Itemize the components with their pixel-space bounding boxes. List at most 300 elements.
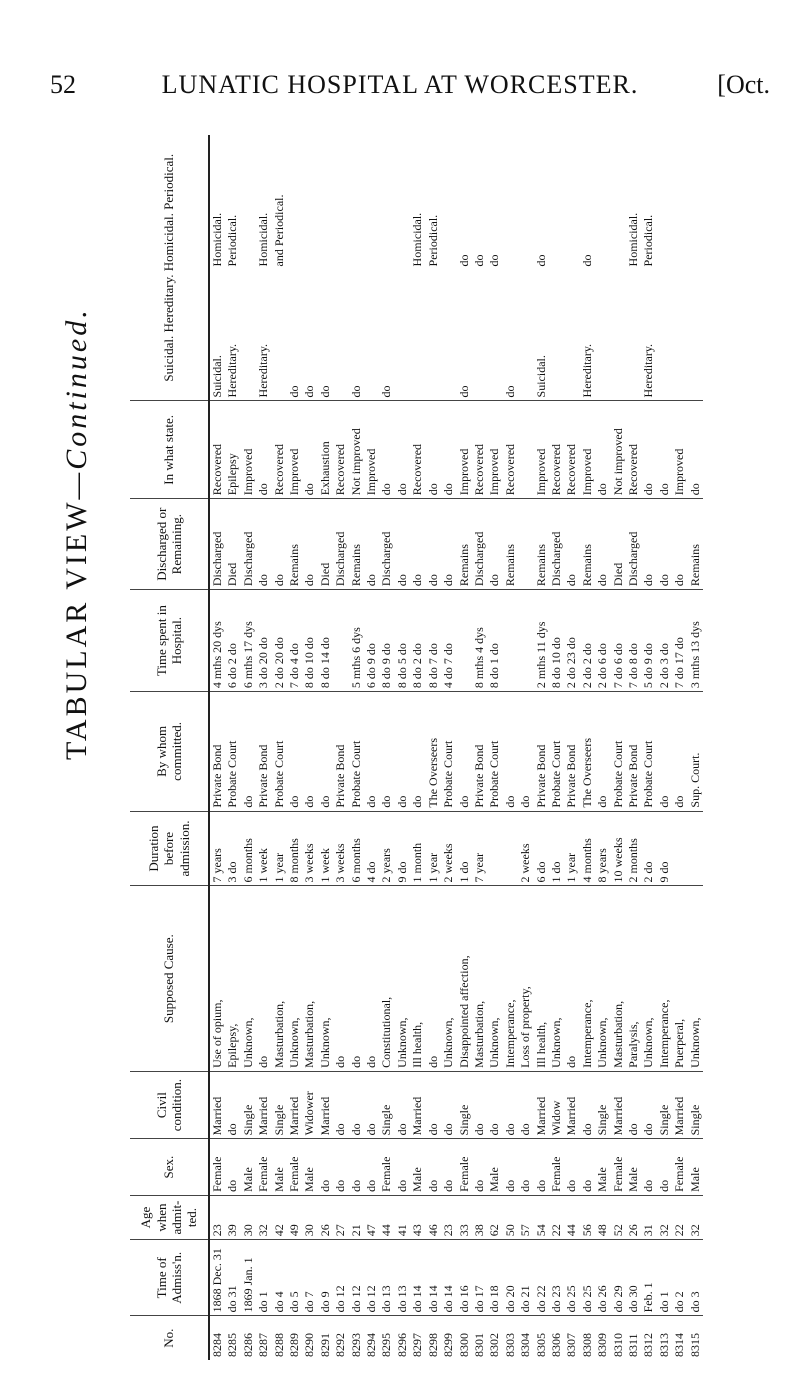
cell-comm: Private Bond <box>626 692 641 811</box>
cell-form <box>333 135 348 401</box>
form-of-insanity: do <box>487 254 502 267</box>
cell-cause: Paralysis, <box>626 886 641 1071</box>
column-header: Suicidal. Hereditary. Homicidal. Periodical. <box>130 135 209 401</box>
cell-cause: Constitutional, <box>379 886 394 1071</box>
form-of-insanity: do <box>317 385 332 398</box>
cell-dis: Died <box>225 499 240 590</box>
table-body <box>209 135 703 1360</box>
cell-age: 49 <box>287 1195 302 1239</box>
cell-no: 8294 <box>364 1316 379 1360</box>
cell-sex: do <box>225 1139 240 1195</box>
cell-form <box>209 135 225 401</box>
cell-time: 8 do 1 do <box>487 590 502 692</box>
cell-cause: Unknown, <box>641 886 656 1071</box>
cell-time: 6 do 2 do <box>225 590 240 692</box>
table-row <box>580 135 595 1360</box>
cell-time <box>503 590 518 692</box>
cell-no: 8310 <box>611 1316 626 1360</box>
cell-comm: Private Bond <box>472 692 487 811</box>
cell-adm: do 3 <box>688 1240 703 1316</box>
cell-no: 8285 <box>225 1316 240 1360</box>
cell-dis: Remains <box>349 499 364 590</box>
table-row <box>410 135 425 1360</box>
cell-dis: do <box>410 499 425 590</box>
cell-cause: Unknown, <box>595 886 610 1071</box>
cell-dis: do <box>441 499 456 590</box>
form-of-insanity: do <box>502 385 517 398</box>
form-of-insanity <box>379 141 394 272</box>
cell-cause: Masturbation, <box>611 886 626 1071</box>
cell-sex: do <box>441 1139 456 1195</box>
cell-sex: do <box>580 1139 595 1195</box>
cell-civ: Married <box>318 1071 333 1139</box>
running-title: LUNATIC HOSPITAL AT WORCESTER. <box>161 70 639 99</box>
form-of-insanity: and Periodical. <box>271 194 286 267</box>
cell-dur: 4 months <box>580 811 595 886</box>
cell-civ: Married <box>564 1071 579 1139</box>
table-row <box>657 135 672 1360</box>
form-of-insanity: Periodical. <box>225 214 240 267</box>
cell-adm: do 31 <box>225 1240 240 1316</box>
cell-adm: do 1 <box>256 1240 271 1316</box>
cell-time: 7 do 8 do <box>626 590 641 692</box>
cell-state <box>518 401 533 499</box>
cell-civ: do <box>626 1071 641 1139</box>
side-title-main: TABULAR VIEW <box>60 499 93 760</box>
table-row <box>688 135 703 1360</box>
cell-sex: Female <box>379 1139 394 1195</box>
cell-dur <box>672 811 687 886</box>
cell-form <box>487 135 502 401</box>
cell-civ: Married <box>209 1071 225 1139</box>
cell-dis: Discharged <box>209 499 225 590</box>
cell-form <box>410 135 425 401</box>
cell-dis: Remains <box>580 499 595 590</box>
cell-dur: 1 week <box>318 811 333 886</box>
form-of-insanity <box>626 272 641 397</box>
cell-dur: 1 year <box>564 811 579 886</box>
column-header: Age when admit-ted. <box>130 1195 209 1239</box>
cell-comm: do <box>379 692 394 811</box>
cell-cause: Unknown, <box>549 886 564 1071</box>
cell-dur: 1 year <box>426 811 441 886</box>
cell-time: 8 do 2 do <box>410 590 425 692</box>
cell-age: 44 <box>379 1195 394 1239</box>
cell-dis: do <box>657 499 672 590</box>
cell-dur: 8 months <box>287 811 302 886</box>
cell-time: 2 do 3 do <box>657 590 672 692</box>
cell-sex: Male <box>595 1139 610 1195</box>
cell-comm: do <box>364 692 379 811</box>
cell-age: 30 <box>302 1195 317 1239</box>
cell-age: 52 <box>611 1195 626 1239</box>
cell-state: do <box>595 401 610 499</box>
cell-form <box>457 135 472 401</box>
cell-age: 43 <box>410 1195 425 1239</box>
cell-sex: do <box>333 1139 348 1195</box>
cell-dur: 6 do <box>534 811 549 886</box>
cell-adm: do 16 <box>457 1240 472 1316</box>
cell-sex: do <box>641 1139 656 1195</box>
cell-cause: do <box>364 886 379 1071</box>
cell-dur: 1 year <box>272 811 287 886</box>
cell-state: Improved <box>287 401 302 499</box>
cell-no: 8314 <box>672 1316 687 1360</box>
cell-civ: do <box>426 1071 441 1139</box>
cell-dur: 1 month <box>410 811 425 886</box>
cell-state: Recovered <box>209 401 225 499</box>
cell-civ: Single <box>241 1071 256 1139</box>
cell-civ: do <box>641 1071 656 1139</box>
cell-cause: Puerperal, <box>672 886 687 1071</box>
cell-cause: Epilepsy, <box>225 886 240 1071</box>
cell-no: 8295 <box>379 1316 394 1360</box>
cell-time: 8 do 10 do <box>549 590 564 692</box>
cell-comm: Probate Court <box>272 692 287 811</box>
cell-dis: do <box>395 499 410 590</box>
cell-civ: do <box>487 1071 502 1139</box>
cell-time <box>518 590 533 692</box>
cell-form <box>395 135 410 401</box>
cell-cause: Masturbation, <box>302 886 317 1071</box>
table-row <box>349 135 364 1360</box>
column-header: Discharged or Remaining. <box>130 499 209 590</box>
cell-time: 7 do 17 do <box>672 590 687 692</box>
table-row <box>272 135 287 1360</box>
cell-no: 8300 <box>457 1316 472 1360</box>
cell-state: do <box>379 401 394 499</box>
side-title-suffix: —Continued. <box>60 307 93 500</box>
cell-time: 3 mths 13 dys <box>688 590 703 692</box>
cell-cause: do <box>426 886 441 1071</box>
table-row <box>379 135 394 1360</box>
cell-time: 8 do 5 do <box>395 590 410 692</box>
cell-dur: 4 do <box>364 811 379 886</box>
cell-civ: Single <box>272 1071 287 1139</box>
cell-time: 6 do 9 do <box>364 590 379 692</box>
cell-no: 8303 <box>503 1316 518 1360</box>
cell-state: Recovered <box>333 401 348 499</box>
cell-comm: do <box>595 692 610 811</box>
form-of-insanity: Hereditary. <box>641 343 656 398</box>
cell-age: 44 <box>564 1195 579 1239</box>
cell-state: Improved <box>580 401 595 499</box>
column-header: Time of Admiss'n. <box>130 1240 209 1316</box>
cell-dur: 9 do <box>657 811 672 886</box>
cell-cause: do <box>564 886 579 1071</box>
form-of-insanity: Suicidal. <box>210 355 224 398</box>
cell-sex: Male <box>272 1139 287 1195</box>
cell-state: Not improved <box>349 401 364 499</box>
cell-comm: do <box>657 692 672 811</box>
cell-sex: do <box>426 1139 441 1195</box>
form-of-insanity: Homicidal. <box>410 212 425 267</box>
cell-civ: Widower <box>302 1071 317 1139</box>
cell-sex: Male <box>241 1139 256 1195</box>
cell-cause: Disappointed affection, <box>457 886 472 1071</box>
form-of-insanity: do <box>456 385 471 398</box>
cell-sex: do <box>518 1139 533 1195</box>
cell-time: 5 mths 6 dys <box>349 590 364 692</box>
cell-comm: Probate Court <box>487 692 502 811</box>
cell-age: 32 <box>256 1195 271 1239</box>
header-row <box>130 135 209 1360</box>
cell-time: 4 mths 20 dys <box>209 590 225 692</box>
cell-form <box>302 135 317 401</box>
column-header: Supposed Cause. <box>130 886 209 1071</box>
table-row <box>457 135 472 1360</box>
table-row <box>241 135 256 1360</box>
cell-dis: do <box>564 499 579 590</box>
cell-adm: do 2 <box>672 1240 687 1316</box>
cell-sex: do <box>349 1139 364 1195</box>
cell-state: Recovered <box>549 401 564 499</box>
cell-dis: Discharged <box>333 499 348 590</box>
cell-adm: do 23 <box>549 1240 564 1316</box>
cell-time: 2 do 2 do <box>580 590 595 692</box>
cell-no: 8312 <box>641 1316 656 1360</box>
table-row <box>487 135 502 1360</box>
cell-form <box>549 135 564 401</box>
side-title <box>60 307 94 760</box>
cell-comm: Probate Court <box>611 692 626 811</box>
cell-dis: Discharged <box>626 499 641 590</box>
cell-form <box>364 135 379 401</box>
cell-dis: Remains <box>287 499 302 590</box>
cell-comm: Private Bond <box>564 692 579 811</box>
cell-comm: Sup. Court. <box>688 692 703 811</box>
cell-no: 8311 <box>626 1316 641 1360</box>
cell-age: 57 <box>518 1195 533 1239</box>
cell-age: 23 <box>209 1195 225 1239</box>
cell-dis: Died <box>318 499 333 590</box>
table-row <box>549 135 564 1360</box>
cell-sex: Male <box>487 1139 502 1195</box>
cell-time: 8 do 10 do <box>302 590 317 692</box>
cell-cause: Masturbation, <box>272 886 287 1071</box>
cell-sex: Male <box>302 1139 317 1195</box>
cell-sex: Female <box>549 1139 564 1195</box>
cell-form <box>272 135 287 401</box>
cell-time: 5 do 9 do <box>641 590 656 692</box>
cell-comm: Private Bond <box>209 692 225 811</box>
cell-no: 8291 <box>318 1316 333 1360</box>
form-of-insanity: Hereditary. <box>579 343 594 398</box>
cell-age: 41 <box>395 1195 410 1239</box>
cell-adm: do 25 <box>564 1240 579 1316</box>
cell-cause: Masturbation, <box>472 886 487 1071</box>
cell-comm: Private Bond <box>333 692 348 811</box>
cell-age: 56 <box>580 1195 595 1239</box>
cell-form <box>688 135 703 401</box>
form-of-insanity: Periodical. <box>641 214 656 267</box>
form-of-insanity: Homicidal. <box>210 212 224 267</box>
cell-age: 26 <box>626 1195 641 1239</box>
cell-civ: do <box>503 1071 518 1139</box>
cell-adm: do 13 <box>379 1240 394 1316</box>
cell-dur: 8 years <box>595 811 610 886</box>
cell-form <box>626 135 641 401</box>
form-of-insanity <box>287 141 302 272</box>
cell-dur <box>503 811 518 886</box>
cell-comm: The Overseers <box>426 692 441 811</box>
cell-sex: do <box>364 1139 379 1195</box>
cell-state: do <box>302 401 317 499</box>
cell-no: 8308 <box>580 1316 595 1360</box>
cell-civ: do <box>349 1071 364 1139</box>
cell-state: do <box>688 401 703 499</box>
cell-age: 54 <box>534 1195 549 1239</box>
form-of-insanity <box>426 272 441 397</box>
cell-time: 2 do 6 do <box>595 590 610 692</box>
cell-dis: do <box>364 499 379 590</box>
table-row <box>395 135 410 1360</box>
cell-civ: Married <box>256 1071 271 1139</box>
cell-age: 32 <box>657 1195 672 1239</box>
cell-no: 8313 <box>657 1316 672 1360</box>
table-row <box>503 135 518 1360</box>
table-row <box>256 135 271 1360</box>
form-of-insanity <box>410 272 425 397</box>
cell-no: 8309 <box>595 1316 610 1360</box>
cell-adm: do 12 <box>349 1240 364 1316</box>
cell-cause: do <box>349 886 364 1071</box>
cell-state: do <box>641 401 656 499</box>
form-of-insanity <box>487 272 502 397</box>
cell-civ: Single <box>688 1071 703 1139</box>
cell-dur: 2 years <box>379 811 394 886</box>
cell-cause: Unknown, <box>241 886 256 1071</box>
cell-time: 2 do 20 do <box>272 590 287 692</box>
cell-adm: do 14 <box>410 1240 425 1316</box>
cell-age: 47 <box>364 1195 379 1239</box>
form-of-insanity <box>272 272 287 397</box>
cell-civ: do <box>518 1071 533 1139</box>
cell-comm: Probate Court <box>441 692 456 811</box>
cell-age: 39 <box>225 1195 240 1239</box>
cell-age: 27 <box>333 1195 348 1239</box>
cell-cause: Intemperance, <box>657 886 672 1071</box>
cell-state: Recovered <box>564 401 579 499</box>
cell-time: 8 do 7 do <box>426 590 441 692</box>
cell-form <box>318 135 333 401</box>
cell-cause: Loss of property, <box>518 886 533 1071</box>
cell-sex: do <box>657 1139 672 1195</box>
cell-adm: do 20 <box>503 1240 518 1316</box>
cell-state: Exhaustion <box>318 401 333 499</box>
page-month: [Oct. <box>717 70 770 99</box>
cell-sex: do <box>395 1139 410 1195</box>
cell-form <box>503 135 518 401</box>
cell-adm: do 26 <box>595 1240 610 1316</box>
cell-comm: Probate Court <box>641 692 656 811</box>
cell-state: do <box>256 401 271 499</box>
cell-civ: do <box>225 1071 240 1139</box>
form-of-insanity: do <box>302 385 317 398</box>
cell-form <box>657 135 672 401</box>
cell-adm: do 14 <box>426 1240 441 1316</box>
table-row <box>534 135 549 1360</box>
cell-adm: do 13 <box>395 1240 410 1316</box>
admissions-table <box>130 135 703 1360</box>
cell-form <box>564 135 579 401</box>
cell-no: 8306 <box>549 1316 564 1360</box>
cell-comm: The Overseers <box>580 692 595 811</box>
cell-no: 8315 <box>688 1316 703 1360</box>
cell-time: 8 do 9 do <box>379 590 394 692</box>
cell-dis: Remains <box>534 499 549 590</box>
cell-cause: Intemperance, <box>580 886 595 1071</box>
cell-adm: do 21 <box>518 1240 533 1316</box>
cell-comm: do <box>518 692 533 811</box>
cell-form <box>379 135 394 401</box>
cell-form <box>534 135 549 401</box>
cell-no: 8307 <box>564 1316 579 1360</box>
cell-civ: do <box>364 1071 379 1139</box>
cell-dur: 3 weeks <box>302 811 317 886</box>
form-of-insanity <box>503 141 518 272</box>
cell-adm: Feb. 1 <box>641 1240 656 1316</box>
cell-comm: do <box>672 692 687 811</box>
cell-cause: Unknown, <box>487 886 502 1071</box>
cell-civ: do <box>472 1071 487 1139</box>
cell-sex: Male <box>410 1139 425 1195</box>
cell-civ: Married <box>534 1071 549 1139</box>
cell-dur: 9 do <box>395 811 410 886</box>
cell-dur: 7 years <box>209 811 225 886</box>
table-row <box>333 135 348 1360</box>
cell-sex: Female <box>672 1139 687 1195</box>
cell-comm: do <box>302 692 317 811</box>
cell-adm: 1869 Jan. 1 <box>241 1240 256 1316</box>
page-header <box>0 0 800 140</box>
cell-dis: Remains <box>503 499 518 590</box>
column-header: Sex. <box>130 1139 209 1195</box>
cell-dis: do <box>595 499 610 590</box>
cell-age: 23 <box>441 1195 456 1239</box>
cell-age: 62 <box>487 1195 502 1239</box>
cell-cause: Ill health, <box>410 886 425 1071</box>
column-header: Duration before admission. <box>130 811 209 886</box>
cell-cause: Unknown, <box>441 886 456 1071</box>
cell-adm: do 29 <box>611 1240 626 1316</box>
cell-dur <box>688 811 703 886</box>
cell-form <box>256 135 271 401</box>
cell-comm: do <box>287 692 302 811</box>
cell-age: 50 <box>503 1195 518 1239</box>
cell-state: Recovered <box>272 401 287 499</box>
cell-time: 2 mths 11 dys <box>534 590 549 692</box>
cell-sex: do <box>472 1139 487 1195</box>
cell-dur: 1 week <box>256 811 271 886</box>
cell-dur: 3 do <box>225 811 240 886</box>
cell-state: do <box>395 401 410 499</box>
cell-dis: do <box>426 499 441 590</box>
cell-adm: do 17 <box>472 1240 487 1316</box>
column-header: In what state. <box>130 401 209 499</box>
cell-age: 30 <box>241 1195 256 1239</box>
cell-sex: Male <box>688 1139 703 1195</box>
cell-civ: Widow <box>549 1071 564 1139</box>
cell-no: 8296 <box>395 1316 410 1360</box>
cell-no: 8290 <box>302 1316 317 1360</box>
page-number: 52 <box>50 70 76 99</box>
cell-time: 8 mths 4 dys <box>472 590 487 692</box>
cell-state: Not improved <box>611 401 626 499</box>
cell-civ: Single <box>379 1071 394 1139</box>
cell-civ: Married <box>287 1071 302 1139</box>
cell-dis: Remains <box>457 499 472 590</box>
